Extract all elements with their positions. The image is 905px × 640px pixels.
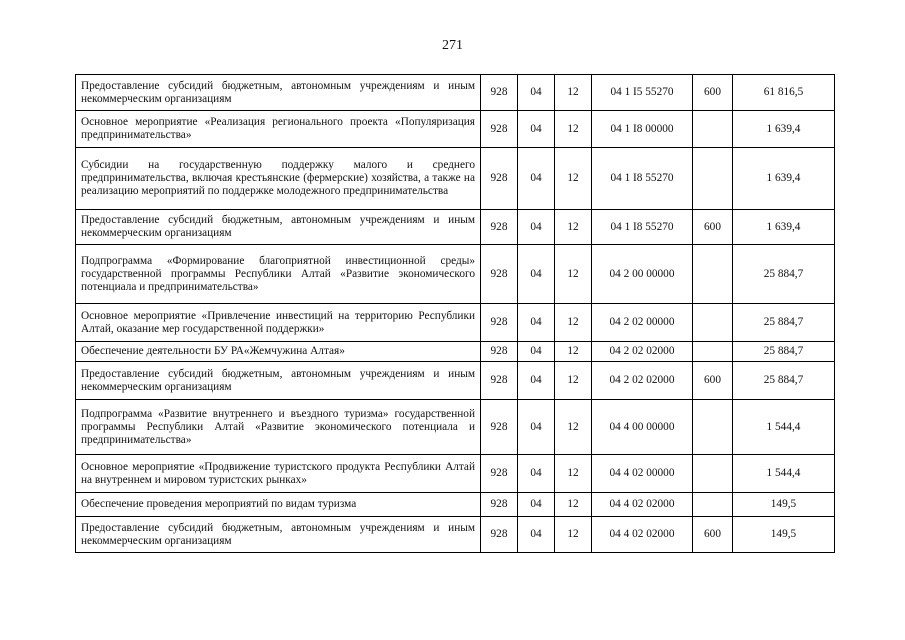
row-description: Предоставление субсидий бюджетным, автономным учреждениям и иным некоммерческим организациям	[76, 362, 481, 400]
budget-table	[75, 74, 835, 553]
subsection-code: 12	[555, 493, 592, 517]
subsection-code: 12	[555, 245, 592, 304]
row-description: Основное мероприятие «Реализация регионального проекта «Популяризация предпринимательства»	[76, 111, 481, 148]
expense-type-code	[693, 342, 733, 362]
section-code: 04	[518, 245, 555, 304]
table-row	[76, 342, 835, 362]
amount: 149,5	[733, 517, 835, 553]
page-number: 271	[442, 38, 463, 53]
expense-type-code	[693, 400, 733, 455]
section-code: 04	[518, 148, 555, 210]
amount: 1 544,4	[733, 455, 835, 493]
target-article-code: 04 2 00 00000	[592, 245, 693, 304]
amount: 1 639,4	[733, 111, 835, 148]
amount: 25 884,7	[733, 245, 835, 304]
subsection-code: 12	[555, 455, 592, 493]
target-article-code: 04 4 02 00000	[592, 455, 693, 493]
expense-type-code: 600	[693, 75, 733, 111]
amount: 25 884,7	[733, 342, 835, 362]
subsection-code: 12	[555, 362, 592, 400]
subsection-code: 12	[555, 75, 592, 111]
amount: 61 816,5	[733, 75, 835, 111]
row-description: Субсидии на государственную поддержку малого и среднего предпринимательства, включая крестьянские (фермерские) хозяйства, а также на реализацию мероприятий по поддержке молодежного предпринимательства	[76, 148, 481, 210]
ministry-code: 928	[481, 210, 518, 245]
ministry-code: 928	[481, 455, 518, 493]
section-code: 04	[518, 75, 555, 111]
target-article-code: 04 1 I8 00000	[592, 111, 693, 148]
ministry-code: 928	[481, 517, 518, 553]
table-row	[76, 400, 835, 455]
row-description: Подпрограмма «Развитие внутреннего и въездного туризма» государственной программы Республики Алтай «Развитие экономического потенциала и предпринимательства»	[76, 400, 481, 455]
row-description: Основное мероприятие «Привлечение инвестиций на территорию Республики Алтай, оказание мер государственной поддержки»	[76, 304, 481, 342]
ministry-code: 928	[481, 304, 518, 342]
target-article-code: 04 1 I8 55270	[592, 148, 693, 210]
target-article-code: 04 4 00 00000	[592, 400, 693, 455]
table-row	[76, 148, 835, 210]
row-description: Обеспечение проведения мероприятий по видам туризма	[76, 493, 481, 517]
expense-type-code: 600	[693, 362, 733, 400]
section-code: 04	[518, 455, 555, 493]
section-code: 04	[518, 210, 555, 245]
amount: 1 639,4	[733, 210, 835, 245]
amount: 1 639,4	[733, 148, 835, 210]
subsection-code: 12	[555, 304, 592, 342]
target-article-code: 04 2 02 02000	[592, 362, 693, 400]
amount: 149,5	[733, 493, 835, 517]
target-article-code: 04 4 02 02000	[592, 517, 693, 553]
amount: 25 884,7	[733, 304, 835, 342]
ministry-code: 928	[481, 148, 518, 210]
section-code: 04	[518, 493, 555, 517]
expense-type-code	[693, 455, 733, 493]
row-description: Подпрограмма «Формирование благоприятной инвестиционной среды» государственной программы Республики Алтай «Развитие экономического потенциала и предпринимательства»	[76, 245, 481, 304]
subsection-code: 12	[555, 517, 592, 553]
subsection-code: 12	[555, 342, 592, 362]
row-description: Обеспечение деятельности БУ РА«Жемчужина Алтая»	[76, 342, 481, 362]
table-row	[76, 210, 835, 245]
table-row	[76, 304, 835, 342]
ministry-code: 928	[481, 111, 518, 148]
expense-type-code	[693, 245, 733, 304]
subsection-code: 12	[555, 210, 592, 245]
subsection-code: 12	[555, 111, 592, 148]
subsection-code: 12	[555, 400, 592, 455]
expense-type-code: 600	[693, 517, 733, 553]
amount: 25 884,7	[733, 362, 835, 400]
table-row	[76, 517, 835, 553]
amount: 1 544,4	[733, 400, 835, 455]
target-article-code: 04 2 02 00000	[592, 304, 693, 342]
target-article-code: 04 4 02 02000	[592, 493, 693, 517]
target-article-code: 04 2 02 02000	[592, 342, 693, 362]
row-description: Предоставление субсидий бюджетным, автономным учреждениям и иным некоммерческим организациям	[76, 210, 481, 245]
expense-type-code	[693, 493, 733, 517]
section-code: 04	[518, 342, 555, 362]
ministry-code: 928	[481, 75, 518, 111]
section-code: 04	[518, 517, 555, 553]
target-article-code: 04 1 I8 55270	[592, 210, 693, 245]
table-row	[76, 493, 835, 517]
expense-type-code	[693, 304, 733, 342]
table-row	[76, 362, 835, 400]
ministry-code: 928	[481, 342, 518, 362]
subsection-code: 12	[555, 148, 592, 210]
expense-type-code	[693, 111, 733, 148]
section-code: 04	[518, 362, 555, 400]
section-code: 04	[518, 304, 555, 342]
expense-type-code	[693, 148, 733, 210]
row-description: Предоставление субсидий бюджетным, автономным учреждениям и иным некоммерческим организациям	[76, 75, 481, 111]
expense-type-code: 600	[693, 210, 733, 245]
section-code: 04	[518, 111, 555, 148]
target-article-code: 04 1 I5 55270	[592, 75, 693, 111]
table-row	[76, 455, 835, 493]
section-code: 04	[518, 400, 555, 455]
ministry-code: 928	[481, 493, 518, 517]
table-row	[76, 75, 835, 111]
ministry-code: 928	[481, 400, 518, 455]
ministry-code: 928	[481, 245, 518, 304]
row-description: Предоставление субсидий бюджетным, автономным учреждениям и иным некоммерческим организациям	[76, 517, 481, 553]
ministry-code: 928	[481, 362, 518, 400]
row-description: Основное мероприятие «Продвижение туристского продукта Республики Алтай на внутреннем и мировом туристских рынках»	[76, 455, 481, 493]
table-row	[76, 245, 835, 304]
table-row	[76, 111, 835, 148]
